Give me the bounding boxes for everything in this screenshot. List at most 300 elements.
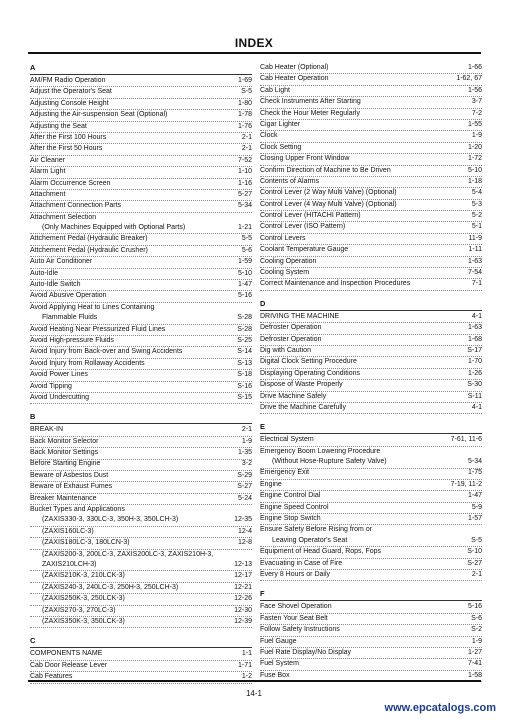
index-entry	[260, 234, 482, 245]
index-entry	[30, 246, 252, 257]
entry-topic: Attchement Pedal (Hydraulic Crusher)	[30, 246, 148, 254]
entry-page: 7-2	[471, 109, 482, 117]
entry-page: 5-9	[471, 503, 482, 511]
entry-page: 7-54	[467, 269, 482, 277]
index-entry	[260, 120, 482, 131]
entry-topic: Adjusting the Air-suspension Seat (Optional)	[30, 111, 168, 119]
entry-page: 5-16	[237, 292, 252, 300]
entry-page: 1-10	[237, 168, 252, 176]
entry-page: 1-68	[467, 335, 482, 343]
entry-topic: Closing Upper Front Window	[260, 155, 350, 163]
entry-page: S-28	[237, 325, 252, 333]
entry-page: 5-1	[471, 223, 482, 231]
entry-page: S-14	[237, 348, 252, 356]
entry-page: 1-35	[237, 449, 252, 457]
index-entry	[260, 648, 482, 659]
entry-page: 5-4	[471, 189, 482, 197]
entry-topic: (Without Hose-Rupture Safety Valve)	[272, 458, 387, 466]
entry-page: S-30	[467, 381, 482, 389]
entry-page: 2-1	[241, 133, 252, 141]
section-rule	[260, 310, 482, 311]
index-entry	[30, 606, 252, 617]
entry-page: 7-19, 11-2	[450, 480, 482, 488]
entry-page: S-29	[237, 471, 252, 479]
entry-page: 1-21	[237, 224, 252, 232]
entry-topic: Avoid Injury from Rollaway Accidents	[30, 359, 145, 367]
index-entry	[30, 347, 252, 358]
entry-page: 1-26	[467, 369, 482, 377]
entry-topic: DRIVING THE MACHINE	[260, 312, 340, 320]
entry-page: 1-71	[237, 661, 252, 669]
index-entry	[260, 245, 482, 256]
index-entry	[260, 457, 482, 468]
index-entry-heading: (ZAXIS200-3, 200LC-3, ZAXIS200LC-3, ZAXIS210H-3,	[42, 550, 214, 558]
index-entry	[30, 661, 252, 672]
entry-topic: Control Lever (4 Way Multi Valve) (Optional)	[260, 200, 397, 208]
section-letter: A	[30, 63, 36, 72]
entry-page: 5-3	[471, 200, 482, 208]
entry-page: 5-5	[241, 235, 252, 243]
entry-topic: Cab Heater (Optional)	[260, 63, 329, 71]
entry-topic: Avoid Injury from Back-over and Swing Accidents	[30, 348, 183, 356]
entry-topic: Cab Light	[260, 86, 290, 94]
entry-topic: Avoid High-pressure Fluids	[30, 336, 114, 344]
entry-topic: Fuse Box	[260, 671, 290, 679]
index-entry	[30, 110, 252, 121]
entry-page: 5-10	[237, 269, 252, 277]
index-entry	[260, 200, 482, 211]
section-letter: B	[30, 412, 36, 422]
entry-topic: Before Starting Engine	[30, 460, 101, 468]
index-section	[30, 63, 252, 404]
entry-topic: Engine Stop Switch	[260, 515, 321, 523]
index-entry	[260, 346, 482, 357]
index-column-left	[30, 63, 252, 692]
index-entry	[260, 143, 482, 154]
index-entry-heading: Avoid Applying Heat to Lines Containing	[30, 303, 155, 311]
entry-page: 1-1	[241, 650, 252, 658]
entry-page: 2-1	[241, 426, 252, 434]
section-rule	[30, 647, 252, 648]
entry-topic: Defroster Operation	[260, 324, 322, 332]
section-letter: C	[30, 636, 36, 646]
entry-topic: (ZAXIS160LC-3)	[42, 527, 94, 535]
entry-page: S-15	[237, 393, 252, 401]
index-entry-heading: Ensure Safety Before Rising from or	[260, 526, 373, 534]
entry-page: 7-52	[237, 156, 252, 164]
entry-topic: Dispose of Waste Properly	[260, 381, 343, 389]
entry-topic: Air Cleaner	[30, 156, 66, 164]
index-entry	[260, 222, 482, 233]
entry-topic: Adjusting Console Height	[30, 99, 109, 107]
index-entry	[260, 109, 482, 120]
index-entry	[30, 425, 252, 436]
index-entry	[260, 570, 482, 581]
entry-topic: Check the Hour Meter Regularly	[260, 109, 360, 117]
entry-topic: (ZAXIS270-3, 270LC-3)	[42, 606, 116, 614]
entry-page: 1-9	[471, 132, 482, 140]
entry-page: 1-18	[467, 177, 482, 185]
entry-page: 5-27	[237, 190, 252, 198]
entry-page: 12-4	[237, 527, 252, 535]
index-section	[260, 589, 482, 682]
entry-topic: Face Shovel Operation	[260, 603, 332, 611]
entry-topic: Engine Speed Control	[260, 503, 329, 511]
index-section	[30, 412, 252, 628]
index-entry	[260, 257, 482, 268]
index-entry	[30, 179, 252, 190]
index-entry	[260, 268, 482, 279]
entry-topic: Contents of Alarms	[260, 177, 320, 185]
entry-topic: Evacuating in Case of Fire	[260, 559, 343, 567]
entry-page: S-18	[237, 371, 252, 379]
index-entry	[30, 223, 252, 234]
entry-topic: Equipment of Head Guard, Rops, Fops	[260, 548, 382, 556]
index-entry	[260, 63, 482, 74]
entry-topic: After the First 100 Hours	[30, 133, 107, 141]
entry-page: 12-30	[234, 606, 252, 614]
index-entry	[30, 325, 252, 336]
entry-topic: Beware of Asbestos Dust	[30, 471, 109, 479]
entry-topic: Avoid Undercutting	[30, 393, 90, 401]
entry-topic: Avoid Tipping	[30, 382, 72, 390]
entry-topic: Cooling Operation	[260, 257, 317, 265]
entry-topic: Correct Maintenance and Inspection Procedures	[260, 280, 411, 288]
entry-page: 1-27	[467, 648, 482, 656]
index-entry	[30, 99, 252, 110]
index-entry	[260, 86, 482, 97]
index-entry	[260, 435, 482, 446]
entry-page: S-27	[467, 559, 482, 567]
index-entry	[30, 122, 252, 133]
section-rule	[30, 74, 252, 75]
index-entry	[30, 672, 252, 683]
index-entry	[30, 257, 252, 268]
entry-page: S-28	[237, 314, 252, 322]
entry-topic: Adjust the Operator's Seat	[30, 88, 112, 96]
entry-page: 5-10	[467, 166, 482, 174]
index-entry	[260, 602, 482, 613]
index-entry	[260, 514, 482, 525]
index-entry	[30, 393, 252, 404]
entry-page: 2-1	[471, 571, 482, 578]
index-entry	[260, 403, 482, 414]
index-entry	[30, 144, 252, 155]
index-entry	[30, 515, 252, 526]
entry-topic: Cigar Lighter	[260, 120, 301, 128]
index-entry	[30, 471, 252, 482]
entry-topic: ZAXIS210LCH-3)	[42, 561, 97, 568]
index-entry	[30, 76, 252, 87]
entry-topic: Fuel Gauge	[260, 637, 297, 645]
index-entry	[30, 336, 252, 347]
entry-page: S-25	[237, 336, 252, 344]
index-entry	[30, 527, 252, 538]
entry-topic: Alarm Occurrence Screen	[30, 179, 111, 187]
index-entry	[30, 649, 252, 660]
index-entry	[260, 536, 482, 547]
entry-topic: Back Monitor Settings	[30, 449, 99, 457]
entry-topic: Coolant Temperature Gauge	[260, 246, 349, 254]
entry-topic: Control Lever (HITACHI Pattern)	[260, 212, 361, 220]
entry-topic: Dig with Caution	[260, 346, 311, 354]
entry-topic: Beware of Exhaust Fumes	[30, 483, 113, 491]
entry-topic: Auto-Idle	[30, 269, 59, 277]
index-entry	[260, 659, 482, 670]
section-letter: F	[260, 589, 265, 599]
entry-topic: Leaving Operator's Seat	[272, 536, 348, 544]
entry-page: 1-2	[241, 673, 252, 681]
entry-page: 3-7	[471, 98, 482, 106]
index-entry	[260, 323, 482, 334]
index-entry	[30, 494, 252, 505]
entry-page: 2-1	[241, 145, 252, 153]
index-entry	[260, 480, 482, 491]
entry-page: 4-1	[471, 403, 482, 411]
entry-page: 4-1	[471, 312, 482, 320]
index-entry	[260, 131, 482, 142]
entry-page: 12-26	[234, 595, 252, 603]
entry-topic: Fasten Your Seat Belt	[260, 614, 328, 622]
index-entry	[30, 190, 252, 201]
index-entry	[30, 133, 252, 144]
entry-topic: COMPONENTS NAME	[30, 650, 103, 658]
entry-topic: Flammable Fluids	[42, 314, 98, 322]
entry-topic: (ZAXIS350K-3, 350LCK-3)	[42, 617, 125, 625]
index-entry	[260, 188, 482, 199]
entry-topic: Engine Control Dial	[260, 492, 321, 500]
index-entry	[260, 74, 482, 85]
index-entry	[30, 571, 252, 582]
entry-topic: (ZAXIS250K-3, 250LCK-3)	[42, 595, 125, 603]
entry-topic: Drive the Machine Carefully	[260, 403, 346, 411]
entry-topic: (ZAXIS210K-3, 210LCK-3)	[42, 572, 125, 580]
entry-page: S-27	[237, 483, 252, 491]
entry-page: S-16	[237, 382, 252, 390]
entry-topic: (ZAXIS240-3, 240LC-3, 250H-3, 250LCH-3)	[42, 583, 179, 591]
index-entry	[260, 503, 482, 514]
footer-rule	[28, 680, 481, 682]
entry-topic: Breaker Maintenance	[30, 494, 97, 502]
entry-topic: Drive Machine Safely	[260, 392, 327, 400]
index-entry	[260, 491, 482, 502]
entry-page: 5-16	[467, 603, 482, 611]
entry-page: 1-47	[237, 281, 252, 289]
entry-page: 5-34	[467, 458, 482, 466]
entry-page: 1-58	[467, 671, 482, 679]
entry-page: S-10	[467, 548, 482, 556]
entry-topic: Control Lever (ISO Pattern)	[260, 223, 346, 231]
entry-topic: Control Levers	[260, 234, 306, 242]
entry-topic: Alarm Light	[30, 168, 66, 176]
index-entry	[260, 369, 482, 380]
index-entry	[260, 97, 482, 108]
entry-page: 1-59	[237, 258, 252, 266]
index-section	[260, 63, 482, 291]
entry-page: 12-21	[234, 583, 252, 591]
index-entry	[260, 335, 482, 346]
entry-topic: Cab Heater Operation	[260, 75, 329, 83]
index-entry	[30, 437, 252, 448]
entry-topic: Avoid Power Lines	[30, 371, 88, 379]
index-entry	[30, 382, 252, 393]
entry-topic: Auto-Idle Switch	[30, 281, 81, 289]
entry-topic: Engine	[260, 480, 282, 488]
entry-topic: Control Lever (2 Way Multi Valve) (Optional)	[260, 189, 397, 197]
entry-topic: Cab Door Release Lever	[30, 661, 108, 669]
entry-page: 11-9	[468, 234, 482, 242]
entry-page: 5-34	[237, 202, 252, 210]
section-rule	[30, 423, 252, 424]
entry-page: 1-16	[237, 179, 252, 187]
index-entry-heading: Attachment Selection	[30, 213, 97, 221]
entry-page: 1-9	[471, 637, 482, 645]
entry-topic: BREAK-IN	[30, 426, 64, 434]
index-entry	[30, 482, 252, 493]
entry-page: 1-69	[237, 76, 252, 84]
index-entry	[30, 538, 252, 549]
index-entry	[30, 291, 252, 302]
index-entry	[260, 154, 482, 165]
entry-page: S-6	[471, 614, 482, 622]
entry-page: S-13	[237, 359, 252, 367]
index-entry	[30, 583, 252, 594]
watermark: www.epcatalogs.com	[384, 702, 496, 714]
entry-topic: Adjusting the Seat	[30, 122, 87, 130]
index-entry	[30, 370, 252, 381]
entry-page: 5-2	[471, 212, 482, 220]
entry-topic: (ZAXIS330-3, 330LC-3, 350H-3, 350LCH-3)	[42, 516, 179, 524]
page-title: INDEX	[234, 36, 274, 50]
entry-page: 1-20	[467, 143, 482, 151]
index-entry	[30, 269, 252, 280]
entry-page: 1-62, 67	[456, 75, 482, 83]
entry-page: 5-24	[237, 494, 252, 502]
index-entry	[30, 234, 252, 245]
index-entry	[260, 392, 482, 403]
entry-topic: Avoid Heating Near Pressurized Fluid Lines	[30, 325, 166, 333]
index-entry	[260, 312, 482, 323]
index-entry	[30, 201, 252, 212]
entry-topic: Avoid Abusive Operation	[30, 292, 107, 300]
entry-page: 1-9	[241, 437, 252, 445]
entry-topic: AM/FM Radio Operation	[30, 76, 106, 84]
index-entry	[260, 625, 482, 636]
entry-page: 3-2	[241, 460, 252, 468]
entry-topic: Cab Features	[30, 673, 73, 681]
index-entry	[30, 280, 252, 291]
index-column-right	[260, 63, 482, 690]
index-entry	[30, 87, 252, 98]
entry-page: 1-47	[467, 492, 482, 500]
entry-page: 1-55	[467, 120, 482, 128]
index-entry	[260, 177, 482, 188]
entry-page: S-2	[471, 626, 482, 634]
entry-page: 12-17	[234, 572, 252, 580]
index-entry	[30, 594, 252, 605]
section-letter: E	[260, 422, 265, 432]
entry-page: 1-66	[467, 63, 482, 71]
entry-topic: Electrical System	[260, 436, 314, 444]
index-entry	[260, 380, 482, 391]
index-entry	[30, 359, 252, 370]
index-entry	[260, 166, 482, 177]
entry-page: 1-63	[467, 324, 482, 332]
entry-topic: Confirm Direction of Machine to Be Driven	[260, 166, 391, 174]
entry-page: 1-72	[467, 155, 482, 163]
entry-page: S-5	[471, 536, 482, 544]
index-entry-heading: Emergency Boom Lowering Procedure	[260, 447, 381, 455]
entry-topic: Attachment	[30, 190, 66, 198]
entry-page: 1-76	[237, 122, 252, 130]
entry-page: 1-11	[468, 246, 482, 254]
entry-page: 1-80	[237, 99, 252, 107]
entry-page: 12-39	[234, 617, 252, 625]
entry-topic: Defroster Operation	[260, 335, 322, 343]
entry-page: 1-57	[467, 515, 482, 523]
index-entry	[260, 357, 482, 368]
entry-page: 5-6	[241, 246, 252, 254]
index-entry	[30, 460, 252, 471]
entry-topic: Auto Air Conditioner	[30, 258, 93, 266]
index-entry	[30, 560, 252, 571]
entry-topic: Fuel System	[260, 660, 299, 668]
section-rule	[260, 433, 482, 434]
index-entry	[260, 547, 482, 558]
index-entry	[260, 559, 482, 570]
section-rule	[260, 600, 482, 601]
entry-topic: (Only Machines Equipped with Optional Parts)	[42, 224, 186, 232]
entry-page: 1-56	[467, 86, 482, 94]
entry-topic: (ZAXIS180LC-3, 180LCN-3)	[42, 539, 130, 547]
entry-topic: Attchement Pedal (Hydraulic Breaker)	[30, 235, 148, 243]
index-entry	[260, 637, 482, 648]
section-letter: D	[260, 298, 266, 308]
entry-page: 12-8	[237, 539, 252, 547]
index-entry	[30, 448, 252, 459]
entry-page: 7-61, 11-6	[450, 436, 482, 444]
entry-page: 12-13	[234, 561, 252, 568]
page-number: 14-1	[245, 689, 262, 698]
entry-page: S-17	[467, 346, 482, 354]
entry-topic: Digital Clock Setting Procedure	[260, 358, 357, 366]
header-rule	[28, 52, 481, 54]
index-section	[30, 636, 252, 683]
entry-page: 7-41	[467, 660, 482, 668]
entry-page: 12-35	[234, 516, 252, 524]
entry-topic: Back Monitor Selector	[30, 437, 99, 445]
entry-topic: Clock	[260, 132, 278, 140]
entry-page: S-11	[467, 392, 482, 400]
entry-page: 7-1	[471, 280, 482, 288]
entry-topic: Fuel Rate Display/No Display	[260, 648, 352, 656]
index-section	[260, 422, 482, 581]
entry-topic: Every 8 Hours or Daily	[260, 571, 331, 578]
entry-topic: After the First 50 Hours	[30, 145, 103, 153]
entry-topic: Follow Safety Instructions	[260, 626, 340, 634]
entry-topic: Cooling System	[260, 269, 310, 277]
entry-page: 1-78	[237, 111, 252, 119]
index-section	[260, 299, 482, 415]
entry-topic: Clock Setting	[260, 143, 302, 151]
index-entry	[30, 617, 252, 628]
index-entry-heading: Bucket Types and Applications	[30, 506, 125, 514]
index-entry	[30, 313, 252, 324]
entry-page: 1-63	[467, 257, 482, 265]
entry-topic: Displaying Operating Conditions	[260, 369, 360, 377]
index-entry	[260, 469, 482, 480]
entry-topic: Check Instruments After Starting	[260, 98, 361, 106]
